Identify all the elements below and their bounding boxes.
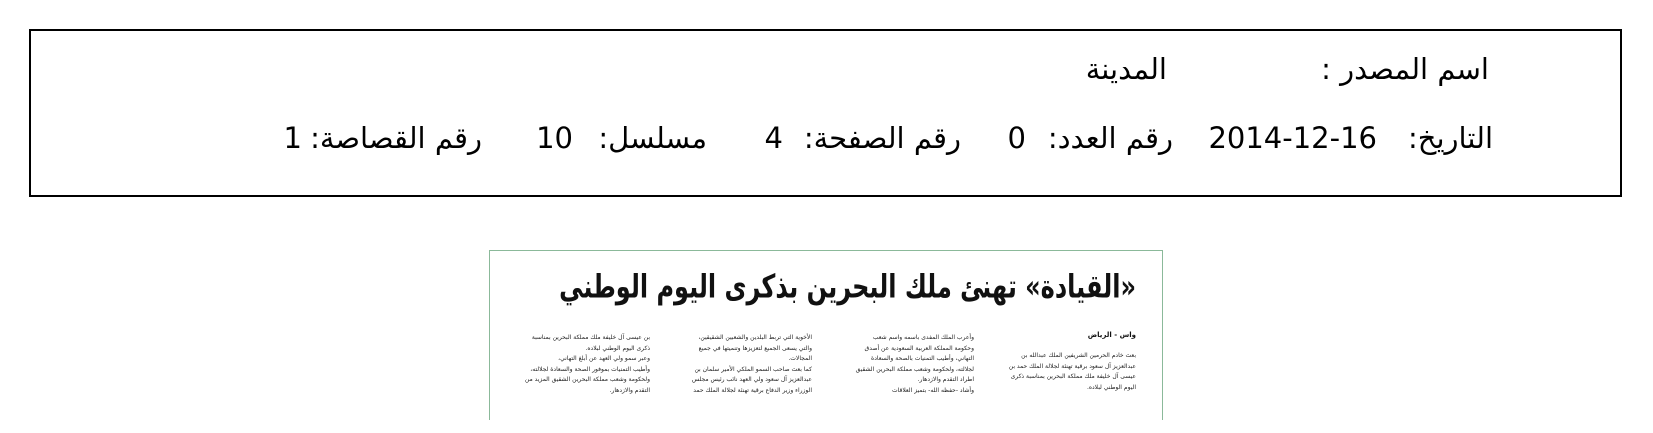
article-column-3: الأخوية التي تربط البلدين والشعبين الشقيقين، والتي يسعى الجميع لتعزيزها وتنميتها في جميع المجالات. كما بعث صاحب السمو الملكي الأمير سلمان بن عبدالعزيز آل سعود ولي العهد نائب رئيس مجلس الوزراء وزير الدفاع برقية تهنئة لجلالة الملك حمد (691, 334, 812, 394)
page-label: رقم الصفحة: (803, 121, 961, 155)
issue-label: رقم العدد: (1047, 121, 1173, 155)
article-column-2: وأعرب الملك المفدى باسمه واسم شعب وحكومة المملكة العربية السعودية عن أصدق التهاني، وأطيب التمنيات بالصحة والسعادة لجلالته، ولحكومة وشعب مملكة البحرين الشقيق اطراد التقدم والازدهار. وأشاد -حفظه الله- بتميز العلاقات (855, 334, 974, 394)
issue-value: 0 (1007, 121, 1026, 155)
article-column-1: بعث خادم الحرمين الشريفين الملك عبدالله بن عبدالعزيز آل سعود برقية تهنئة لجلالة الملك حمد بن عيسى آل خليفة ملك مملكة البحرين بمناسبة ذكرى اليوم الوطني لبلاده. (1008, 352, 1136, 391)
source-value: المدينة (1085, 52, 1167, 86)
clipping-headline: «القيادة» تهنئ ملك البحرين بذكرى اليوم الوطني (559, 268, 1136, 306)
serial-label: مسلسل: (598, 121, 707, 155)
clipping-byline: واس - الرياض (1087, 331, 1136, 339)
date-value: 2014-12-16 (1208, 121, 1377, 155)
clip-number-value: 1 (283, 121, 302, 155)
clip-number-label: رقم القصاصة: (310, 121, 482, 155)
serial-value: 10 (536, 121, 573, 155)
page-value: 4 (764, 121, 783, 155)
source-label: اسم المصدر : (1321, 52, 1489, 86)
article-column-4: بن عيسى آل خليفة ملك مملكة البحرين بمناسبة ذكرى اليوم الوطني لبلاده. وعبر سمو ولي العهد عن أبلغ التهاني، وأطيب التمنيات بموفور الصحة والسعادة لجلالته، ولحكومة وشعب مملكة البحرين الشقيق المزيد من التقدم والازدهار. (524, 334, 650, 394)
date-label: التاريخ: (1407, 121, 1493, 155)
newspaper-clipping (489, 250, 1163, 420)
